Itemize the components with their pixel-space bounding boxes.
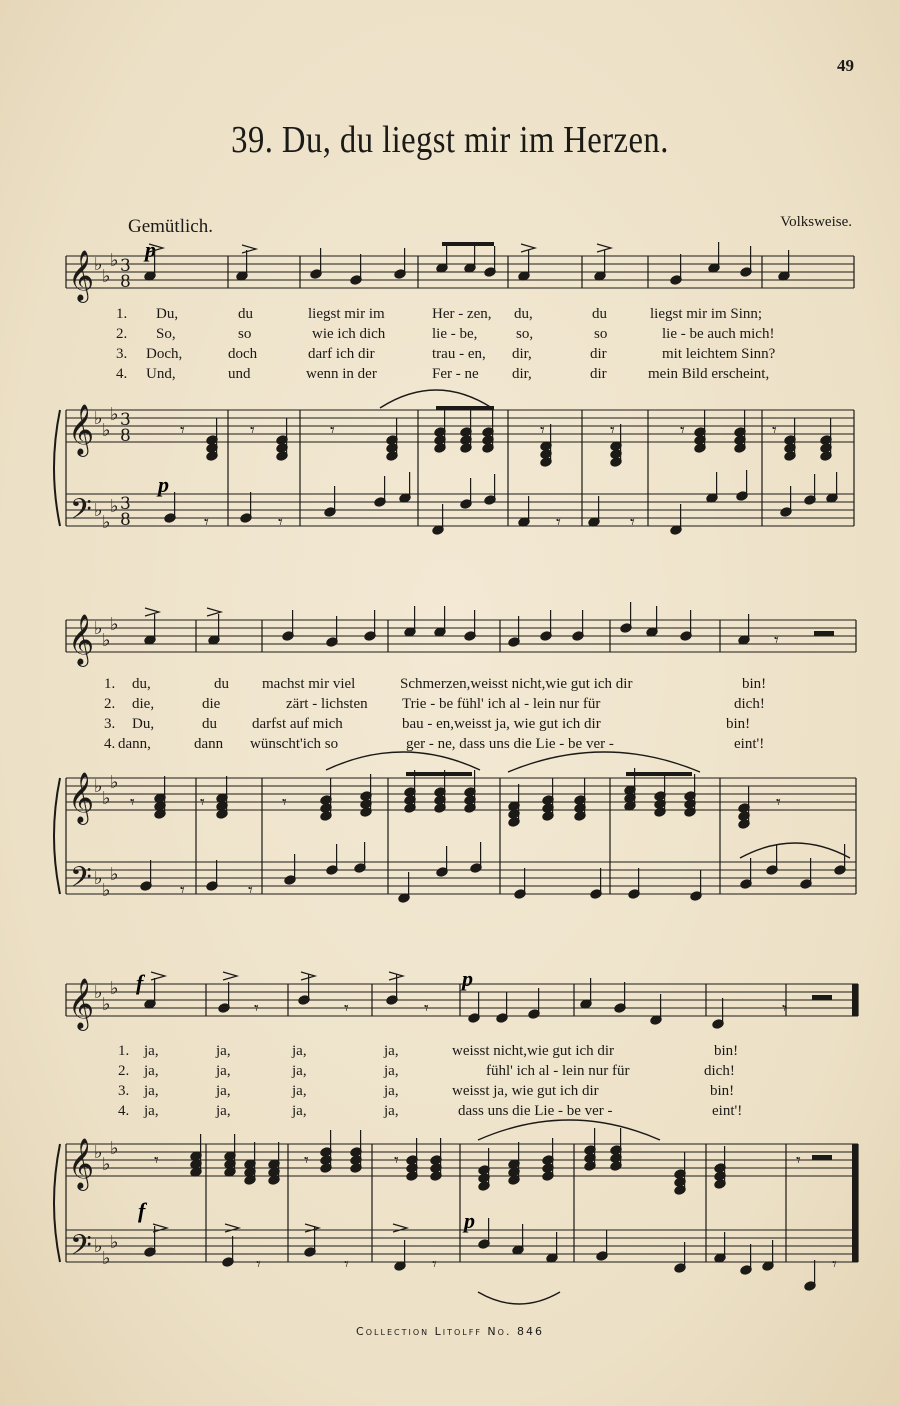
lyric: Her - zen, [432, 306, 492, 322]
lyric: Und, [146, 366, 176, 382]
eighth-rest: 𝄾 [226, 1150, 231, 1171]
lyric: machst mir viel [262, 676, 356, 692]
lyric: ja, [384, 1083, 399, 1099]
flat-sign: ♭ [110, 864, 119, 885]
time-sig-top: 3 [120, 410, 131, 430]
lyric: ja, [144, 1043, 159, 1059]
lyric: mein Bild erscheint, [648, 366, 770, 382]
lyric: dich! [704, 1063, 735, 1079]
bass-clef: 𝄢 [70, 861, 92, 901]
lyric: ja, [384, 1043, 399, 1059]
lyric: lie - be auch mich! [662, 326, 775, 342]
lyric: dich! [734, 696, 765, 712]
brace [54, 778, 60, 894]
lyric: wie ich dich [312, 326, 386, 342]
lyric: eint'! [712, 1103, 743, 1119]
lyric: so [594, 326, 608, 342]
whole-rest [814, 631, 834, 636]
eighth-rest: 𝄾 [774, 630, 779, 651]
lyric: du [214, 676, 229, 692]
lyric: ja, [292, 1083, 307, 1099]
eighth-rest: 𝄾 [250, 420, 255, 441]
slur [380, 390, 492, 408]
lyric: dann [194, 736, 224, 752]
accent-mark [305, 1224, 319, 1232]
dynamic-p: p [464, 1208, 475, 1233]
tempo-marking: Gemütlich. [128, 216, 213, 237]
whole-rest [812, 995, 832, 1000]
lyric: trau - en, [432, 346, 486, 362]
lyric: ja, [216, 1063, 231, 1079]
lyric: bin! [714, 1043, 739, 1059]
lyric: und [228, 366, 251, 382]
time-sig-top: 3 [120, 494, 131, 514]
lyric: ger - ne, dass uns die Lie - be ver - [406, 736, 614, 752]
flat-sign: ♭ [110, 496, 119, 517]
publisher-footer: Collection Litolff No. 846 [356, 1325, 544, 1338]
lyric-verse-num: 4. [104, 736, 116, 752]
treble-clef: 𝄞 [68, 978, 95, 1029]
lyric-verse-num: 2. [104, 696, 116, 712]
dynamic-p: p [145, 237, 156, 262]
bass-clef: 𝄢 [70, 493, 92, 533]
flat-sign: ♭ [94, 254, 103, 275]
lyric: dir [590, 346, 607, 362]
treble-clef: 𝄞 [68, 614, 95, 665]
lyric: ja, [144, 1103, 159, 1119]
lyric: dir, [512, 346, 532, 362]
flat-sign: ♭ [102, 1154, 111, 1175]
flat-sign: ♭ [110, 250, 119, 271]
flat-sign: ♭ [102, 880, 111, 901]
lyric: ja, [216, 1083, 231, 1099]
time-sig-bottom: 8 [120, 272, 131, 292]
lyric: so, [516, 326, 534, 342]
eighth-rest: 𝄾 [180, 420, 185, 441]
dynamic-f: f [136, 970, 144, 995]
page-number: 49 [837, 56, 854, 75]
lyric: So, [156, 326, 176, 342]
eighth-rest: 𝄾 [304, 1150, 309, 1171]
treble-clef: 𝄞 [68, 404, 95, 455]
whole-rest [812, 1155, 832, 1160]
slur [740, 843, 850, 858]
lyric: bin! [710, 1083, 735, 1099]
lyric-verse-num: 3. [116, 346, 128, 362]
flat-sign: ♭ [102, 994, 111, 1015]
eighth-rest: 𝄾 [256, 1254, 261, 1275]
lyric: weisst nicht,wie gut ich dir [452, 1043, 615, 1059]
accent-mark [393, 1224, 407, 1232]
time-sig-top: 3 [120, 256, 131, 276]
eighth-rest: 𝄾 [204, 512, 209, 533]
accent-mark [145, 608, 159, 616]
lyric: doch [228, 346, 258, 362]
flat-sign: ♭ [102, 512, 111, 533]
lyric: mit leichtem Sinn? [662, 346, 776, 362]
accent-mark [225, 1224, 239, 1232]
lyric: Trie - be fühl' ich al - lein nur für [402, 696, 601, 712]
eighth-rest: 𝄾 [782, 998, 787, 1019]
flat-sign: ♭ [94, 500, 103, 521]
flat-sign: ♭ [102, 630, 111, 651]
flat-sign: ♭ [94, 408, 103, 429]
lyric: liegst mir im Sinn; [650, 306, 763, 322]
time-sig-bottom: 8 [120, 510, 131, 530]
lyric: ja, [384, 1103, 399, 1119]
eighth-rest: 𝄾 [610, 420, 615, 441]
final-barline [852, 1144, 858, 1262]
slur [508, 752, 700, 772]
treble-clef: 𝄞 [68, 250, 95, 301]
slur [478, 1120, 660, 1140]
lyric: ja, [292, 1043, 307, 1059]
eighth-rest: 𝄾 [630, 512, 635, 533]
lyric: du, [132, 676, 151, 692]
flat-sign: ♭ [94, 776, 103, 797]
eighth-rest: 𝄾 [282, 792, 287, 813]
accent-mark [151, 972, 165, 980]
treble-clef: 𝄞 [68, 1138, 95, 1189]
flat-sign: ♭ [94, 1142, 103, 1163]
lyric: Du, [132, 716, 155, 732]
lyric: ja, [144, 1083, 159, 1099]
lyric: du [238, 306, 253, 322]
lyric: weisst ja, wie gut ich dir [452, 1083, 599, 1099]
eighth-rest: 𝄾 [330, 420, 335, 441]
flat-sign: ♭ [110, 614, 119, 635]
lyric-verse-num: 4. [118, 1103, 130, 1119]
lyric: du [592, 306, 607, 322]
flat-sign: ♭ [94, 982, 103, 1003]
lyric: du [202, 716, 217, 732]
slur [326, 752, 480, 770]
flat-sign: ♭ [94, 1236, 103, 1257]
lyric: eint'! [734, 736, 765, 752]
slur [478, 1292, 560, 1304]
lyric-verse-num: 1. [104, 676, 116, 692]
flat-sign: ♭ [102, 1248, 111, 1269]
lyric: bin! [742, 676, 767, 692]
flat-sign: ♭ [110, 1138, 119, 1159]
dynamic-f: f [138, 1198, 146, 1223]
brace [54, 410, 60, 526]
eighth-rest: 𝄾 [680, 420, 685, 441]
flat-sign: ♭ [110, 404, 119, 425]
lyric: ja, [292, 1063, 307, 1079]
lyric: zärt - lichsten [286, 696, 368, 712]
lyric: die, [132, 696, 155, 712]
lyric: die [202, 696, 221, 712]
lyric: darfst auf mich [252, 716, 343, 732]
composer-credit: Volksweise. [780, 214, 852, 230]
eighth-rest: 𝄾 [776, 792, 781, 813]
eighth-rest: 𝄾 [424, 998, 429, 1019]
flat-sign: ♭ [102, 788, 111, 809]
flat-sign: ♭ [110, 1232, 119, 1253]
lyric: du, [514, 306, 533, 322]
flat-sign: ♭ [102, 266, 111, 287]
eighth-rest: 𝄾 [248, 880, 253, 901]
lyric: wünscht'ich so [250, 736, 339, 752]
eighth-rest: 𝄾 [154, 1150, 159, 1171]
lyric-verse-num: 1. [118, 1043, 130, 1059]
eighth-rest: 𝄾 [832, 1254, 837, 1275]
beam [442, 242, 494, 246]
time-sig-bottom: 8 [120, 426, 131, 446]
eighth-rest: 𝄾 [200, 792, 205, 813]
eighth-rest: 𝄾 [394, 1150, 399, 1171]
eighth-rest: 𝄾 [254, 998, 259, 1019]
lyric: Fer - ne [432, 366, 479, 382]
eighth-rest: 𝄾 [772, 420, 777, 441]
lyric-verse-num: 2. [116, 326, 128, 342]
eighth-rest: 𝄾 [278, 512, 283, 533]
eighth-rest: 𝄾 [540, 420, 545, 441]
lyric: ja, [144, 1063, 159, 1079]
dynamic-p: p [158, 472, 169, 497]
flat-sign: ♭ [110, 772, 119, 793]
lyric-verse-num: 3. [118, 1083, 130, 1099]
lyric: dir [590, 366, 607, 382]
lyric-verse-num: 2. [118, 1063, 130, 1079]
beam [436, 406, 494, 410]
dynamic-p: p [462, 966, 473, 991]
lyric: so [238, 326, 252, 342]
brace [54, 1144, 60, 1262]
accent-mark [242, 245, 256, 253]
lyric: bau - en,weisst ja, wie gut ich dir [402, 716, 601, 732]
lyric-verse-num: 4. [116, 366, 128, 382]
lyric: dann, [118, 736, 151, 752]
eighth-rest: 𝄾 [344, 998, 349, 1019]
eighth-rest: 𝄾 [432, 1254, 437, 1275]
eighth-rest: 𝄾 [556, 512, 561, 533]
lyric: Schmerzen,weisst nicht,wie gut ich dir [400, 676, 633, 692]
beam [626, 772, 692, 776]
eighth-rest: 𝄾 [130, 792, 135, 813]
beam [406, 772, 472, 776]
final-barline [852, 984, 858, 1016]
lyric: wenn in der [306, 366, 377, 382]
lyric: lie - be, [432, 326, 478, 342]
lyric: darf ich dir [308, 346, 375, 362]
lyric-verse-num: 1. [116, 306, 128, 322]
song-title: 39. Du, du liegst mir im Herzen. [231, 119, 669, 161]
treble-clef: 𝄞 [68, 772, 95, 823]
lyric: ja, [216, 1043, 231, 1059]
accent-mark [223, 972, 237, 980]
lyric: liegst mir im [308, 306, 385, 322]
flat-sign: ♭ [102, 420, 111, 441]
lyric: bin! [726, 716, 751, 732]
flat-sign: ♭ [110, 978, 119, 999]
bass-clef: 𝄢 [70, 1229, 92, 1269]
lyric: dir, [512, 366, 532, 382]
eighth-rest: 𝄾 [796, 1150, 801, 1171]
lyric: ja, [216, 1103, 231, 1119]
lyric: ja, [384, 1063, 399, 1079]
eighth-rest: 𝄾 [344, 1254, 349, 1275]
lyric: ja, [292, 1103, 307, 1119]
lyric: dass uns die Lie - be ver - [458, 1103, 613, 1119]
flat-sign: ♭ [94, 618, 103, 639]
lyric-verse-num: 3. [104, 716, 116, 732]
lyric: Du, [156, 306, 179, 322]
lyric: fühl' ich al - lein nur für [486, 1063, 630, 1079]
flat-sign: ♭ [94, 868, 103, 889]
eighth-rest: 𝄾 [180, 880, 185, 901]
lyric: Doch, [146, 346, 183, 362]
